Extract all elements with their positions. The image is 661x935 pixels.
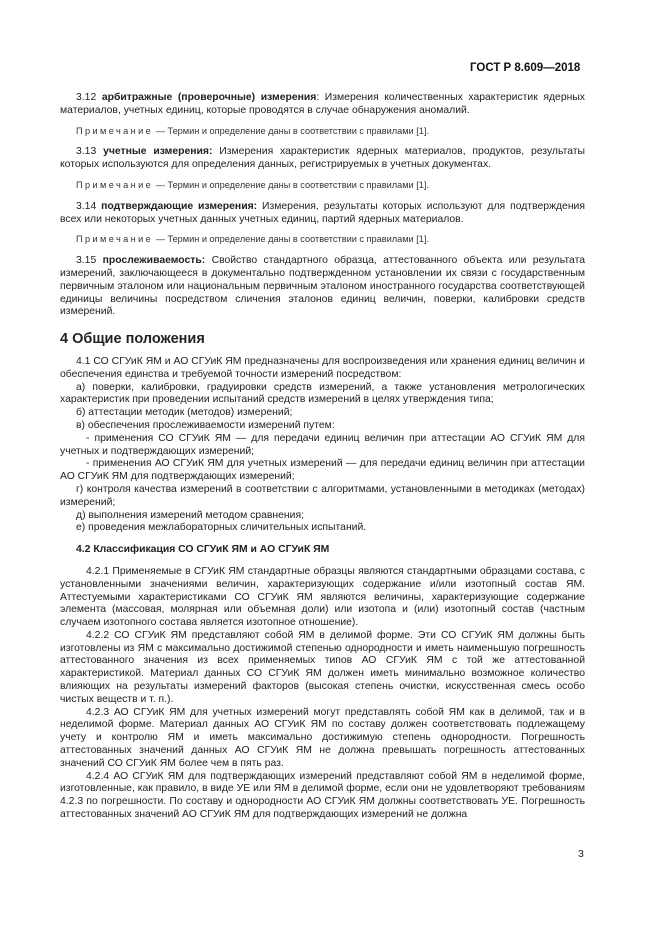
paragraph-4-1: 4.1 СО СГУиК ЯМ и АО СГУиК ЯМ предназначены для воспроизведения или хранения единиц величин и обеспечения единства и требуемой точности измерений посредством:	[60, 355, 585, 380]
list-item-a: а) поверки, калибровки, градуировки средств измерений, а также установления метрологических характеристик при проведении испытаний средств измерений в целях утверждения типа;	[60, 381, 585, 406]
definition-term: учетные измерения:	[103, 146, 213, 158]
definition-term: подтверждающие измерения:	[101, 200, 258, 212]
list-subitem-1: - применения СО СГУиК ЯМ — для передачи единиц величин при аттестации АО СГУиК ЯМ для учетных и подтверждающих измерений;	[60, 432, 585, 457]
definition-term: арбитражные (проверочные) измерения	[101, 92, 317, 103]
definition-number: 3.14	[76, 200, 97, 212]
document-body	[60, 92, 585, 822]
definition-text: Свойство стандартного образца, аттестованного объекта или результата измерений, заключающееся в документально подтвержденном установлении их связи с государственным первичным эталоном или национальным первичным эталоном иностранного государства соответствующей единицы величины посредством сличения эталонов единиц величин, поверки, калибровки средств измерений.	[60, 255, 585, 318]
list-item-g: г) контроля качества измерений в соответствии с алгоритмами, установленными в методиках (методах) измерений;	[60, 483, 585, 508]
definition-3-15	[60, 255, 585, 319]
definition-text: Измерения количественных характеристик ядерных материалов, учетных единиц, которые проводятся в случае обнаружения аномалий.	[60, 92, 585, 116]
definition-text: Измерения, результаты которых используют для подтверждения всех или некоторых учетных данных учетных единиц, партий ядерных материалов.	[60, 200, 585, 225]
paragraph-4-2-1: 4.2.1 Применяемые в СГУиК ЯМ стандартные образцы являются стандартными образцами состава, с установленными значениями величин, характеризующих содержание и/или изотопный состав ЯМ. Аттестуемыми характеристиками СО СГУиК ЯМ являются величины, характеризующие содержание элемента (массовая, молярная или объемная доли) или изотопа и (или) изотопный состав (частным случаем изотопного состава является изотопное отношение).	[60, 565, 585, 629]
page-number: 3	[578, 848, 584, 860]
definition-3-12: 3.12 арбитражные (проверочные) измерения: Измерения количественных характеристик ядерных материалов, учетных единиц, которые проводятся в случае обнаружения аномалий.	[60, 92, 585, 116]
list-item-e: е) проведения межлабораторных сличительных испытаний.	[76, 522, 367, 534]
section-4-heading: 4 Общие положения	[60, 331, 205, 348]
definition-number: 3.15	[76, 255, 97, 267]
list-item-b: б) аттестации методик (методов) измерений;	[76, 407, 293, 419]
definition-3-14	[60, 201, 585, 227]
document-standard-number: ГОСТ Р 8.609—2018	[470, 62, 581, 74]
subsection-4-2-heading: 4.2 Классификация СО СГУиК ЯМ и АО СГУиК ЯМ	[76, 544, 330, 556]
definition-3-13	[60, 146, 585, 172]
note: Примечание — Термин и определение даны в соответствии с правилами [1].	[76, 125, 429, 136]
definition-number: 3.12	[76, 92, 97, 103]
definition-term: прослеживаемость:	[102, 255, 206, 267]
note: Примечание — Термин и определение даны в соответствии с правилами [1].	[76, 234, 429, 245]
paragraph-4-2-2: 4.2.2 СО СГУиК ЯМ представляют собой ЯМ в делимой форме. Эти СО СГУиК ЯМ должны быть изготовлены из ЯМ с максимально достижимой степенью однородности и иметь наименьшую погрешность аттестованного значения из всех применяемых типов АО СГУиК ЯМ с той же аттестованной характеристикой. Материал данных СО СГУиК ЯМ должен иметь минимально возможное количество влияющих на результаты измерений факторов (высокая степень очистки, искусственная смесь особо чистых веществ и т. п.).	[60, 629, 585, 705]
list-subitem-2: - применения АО СГУиК ЯМ для учетных измерений — для передачи единиц величин при аттестации АО СГУиК ЯМ для подтверждающих измерений;	[60, 458, 585, 483]
paragraph-4-2-3: 4.2.3 АО СГУиК ЯМ для учетных измерений могут представлять собой ЯМ как в делимой, так и в неделимой форме. Материал данных АО СГУиК ЯМ по составу должен соответствовать подлежащему учету и контролю ЯМ и иметь максимально достижимую степень однородности. Погрешность аттестованных значений данных АО СГУиК ЯМ не должна превышать погрешность аттестованных значений СО СГУиК ЯМ более чем в пять раз.	[60, 706, 585, 769]
definition-number: 3.13	[76, 146, 97, 158]
note: Примечание — Термин и определение даны в соответствии с правилами [1].	[76, 179, 429, 190]
definition-text: Измерения характеристик ядерных материалов, продуктов, результаты которых используются для определения данных, регистрируемых в учетных документах.	[60, 146, 585, 171]
list-item-d: д) выполнения измерений методом сравнения;	[76, 509, 304, 521]
paragraph-4-2-4: 4.2.4 АО СГУиК ЯМ для подтверждающих измерений представляют собой ЯМ в неделимой форме, изготовленные, как правило, в виде УЕ или ЯМ в делимой форме, если они не удовлетворяют требованиям 4.2.3 по погрешности. По составу и однородности АО СГУиК ЯМ должны соответствовать УЕ. Погрешность аттестованных значений АО СГУиК ЯМ для подтверждающих измерений не должна	[60, 770, 585, 821]
list-item-v: в) обеспечения прослеживаемости измерений путем:	[76, 419, 335, 431]
